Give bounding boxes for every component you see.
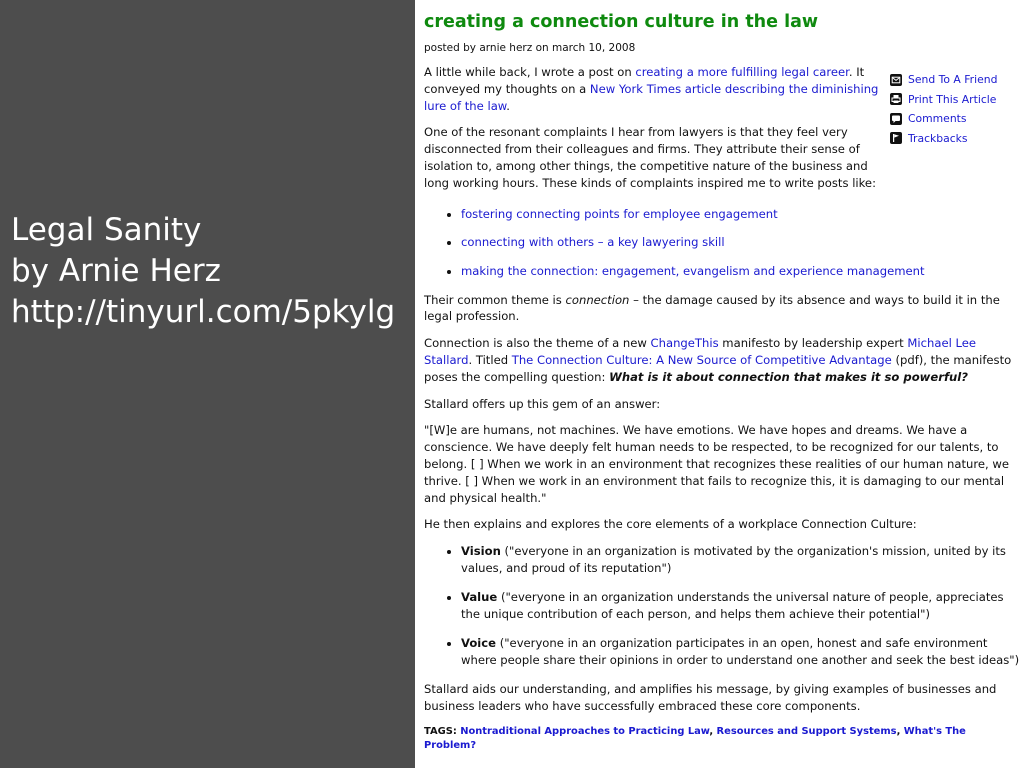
text: . Titled bbox=[468, 352, 512, 367]
slide-title: Legal Sanity bbox=[11, 212, 202, 248]
post-meta: posted by arnie herz on march 10, 2008 bbox=[424, 42, 636, 54]
tag-link[interactable]: What's The Problem? bbox=[424, 725, 966, 751]
link-changethis[interactable]: ChangeThis bbox=[650, 336, 719, 351]
tag-separator: , bbox=[709, 725, 717, 737]
tag-link[interactable]: Nontraditional Approaches to Practicing Law bbox=[460, 725, 710, 737]
element-desc: ("everyone in an organization participates in an open, honest and safe environment where people share their opinions in order to understand one another and seek the best ideas") bbox=[461, 636, 1020, 667]
paragraph-complaints: One of the resonant complaints I hear from lawyers is that they feel very disconnected from their colleagues and firms. They attribute their sense of isolation to, among other things, the competitive nature of the business and long working hours. These kinds of complaints inspired me to write posts like: bbox=[424, 125, 876, 190]
blog-post bbox=[424, 10, 1020, 753]
envelope-icon[interactable] bbox=[890, 74, 902, 86]
slide-label bbox=[11, 210, 411, 333]
slide-url: http://tinyurl.com/5pkylg bbox=[11, 294, 396, 330]
link-fulfilling-career[interactable]: creating a more fulfilling legal career bbox=[635, 65, 849, 79]
text: . bbox=[506, 98, 510, 113]
element-desc: ("everyone in an organization is motivated by the organization's mission, united by its values, and proud of its reputation") bbox=[461, 544, 1006, 575]
text: – the damage caused by its absence and ways to build it in the legal profession. bbox=[424, 292, 1000, 324]
list-item bbox=[461, 234, 1020, 251]
share-item-comments bbox=[890, 109, 1020, 129]
related-post-link[interactable]: making the connection: engagement, evangelism and experience management bbox=[461, 263, 925, 278]
list-item bbox=[461, 543, 1020, 577]
trackbacks-link[interactable]: Trackbacks bbox=[908, 131, 968, 145]
flag-icon[interactable] bbox=[890, 132, 902, 144]
paragraph-stallard-offers: Stallard offers up this gem of an answer: bbox=[424, 396, 661, 411]
text: Their common theme is bbox=[424, 292, 566, 307]
print-article-link[interactable]: Print This Article bbox=[908, 92, 997, 106]
share-item-trackbacks bbox=[890, 129, 1020, 149]
share-tools bbox=[890, 70, 1020, 148]
element-desc: ("everyone in an organization understands the universal nature of people, appreciates the unique contribution of each person, and helps them achieve their potential") bbox=[461, 590, 1004, 621]
share-item-send bbox=[890, 70, 1020, 90]
text: . It conveyed my thoughts on a bbox=[424, 65, 865, 96]
link-michael-lee-stallard[interactable]: Michael Lee Stallard bbox=[424, 336, 977, 367]
text: Connection is also the theme of a new bbox=[424, 336, 651, 351]
left-panel bbox=[0, 0, 415, 768]
slide-author: by Arnie Herz bbox=[11, 253, 221, 289]
link-nyt-article[interactable]: New York Times article describing the diminishing lure of the law bbox=[424, 81, 879, 113]
comments-link[interactable]: Comments bbox=[908, 112, 967, 125]
link-connection-culture-pdf[interactable]: The Connection Culture: A New Source of Competitive Advantage bbox=[511, 352, 892, 367]
emphasis-text: connection bbox=[565, 292, 630, 307]
list-item bbox=[461, 206, 1020, 223]
text: (pdf), the manifesto poses the compelling question: bbox=[424, 352, 1012, 384]
text: manifesto by leadership expert bbox=[718, 336, 908, 351]
tag-separator: , bbox=[896, 725, 904, 737]
tag-link[interactable]: Resources and Support Systems bbox=[716, 725, 897, 737]
element-term: Vision bbox=[461, 544, 501, 559]
related-post-link[interactable]: fostering connecting points for employee engagement bbox=[461, 206, 778, 221]
related-post-link[interactable]: connecting with others – a key lawyering skill bbox=[461, 235, 725, 250]
send-to-friend-link[interactable]: Send To A Friend bbox=[908, 73, 998, 86]
post-title: creating a connection culture in the law bbox=[424, 12, 819, 32]
paragraph-conclusion: Stallard aids our understanding, and amplifies his message, by giving examples of businesses and business leaders who have successfully embraced these core components. bbox=[424, 682, 997, 713]
printer-icon[interactable] bbox=[890, 93, 902, 105]
related-posts-list bbox=[424, 206, 1020, 280]
share-item-print bbox=[890, 90, 1020, 110]
tags-line bbox=[424, 725, 1020, 753]
tags-label: TAGS: bbox=[424, 725, 461, 737]
list-item bbox=[461, 635, 1020, 669]
core-elements-list bbox=[424, 543, 1020, 669]
paragraph-quote: "[W]e are humans, not machines. We have emotions. We have hopes and dreams. We have a conscience. We have deeply felt human needs to be respected, to be recognized for our talents, to belong. [ ] When we work in an environment that recognizes these realities of our human nature, we thrive. [ ] When we work in an environment that fails to recognize this, it is damaging to our mental and physical health." bbox=[424, 423, 1010, 505]
element-term: Value bbox=[461, 590, 498, 605]
comment-bubble-icon[interactable] bbox=[890, 113, 902, 125]
paragraph-common-theme bbox=[424, 292, 1020, 326]
list-item bbox=[461, 589, 1020, 623]
text: A little while back, I wrote a post on bbox=[424, 65, 636, 79]
question-text: What is it about connection that makes it so powerful? bbox=[609, 369, 968, 384]
list-item bbox=[461, 263, 1020, 280]
element-term: Voice bbox=[461, 636, 497, 651]
paragraph-manifesto bbox=[424, 335, 1020, 385]
paragraph-core-elements-intro: He then explains and explores the core elements of a workplace Connection Culture: bbox=[424, 517, 917, 532]
